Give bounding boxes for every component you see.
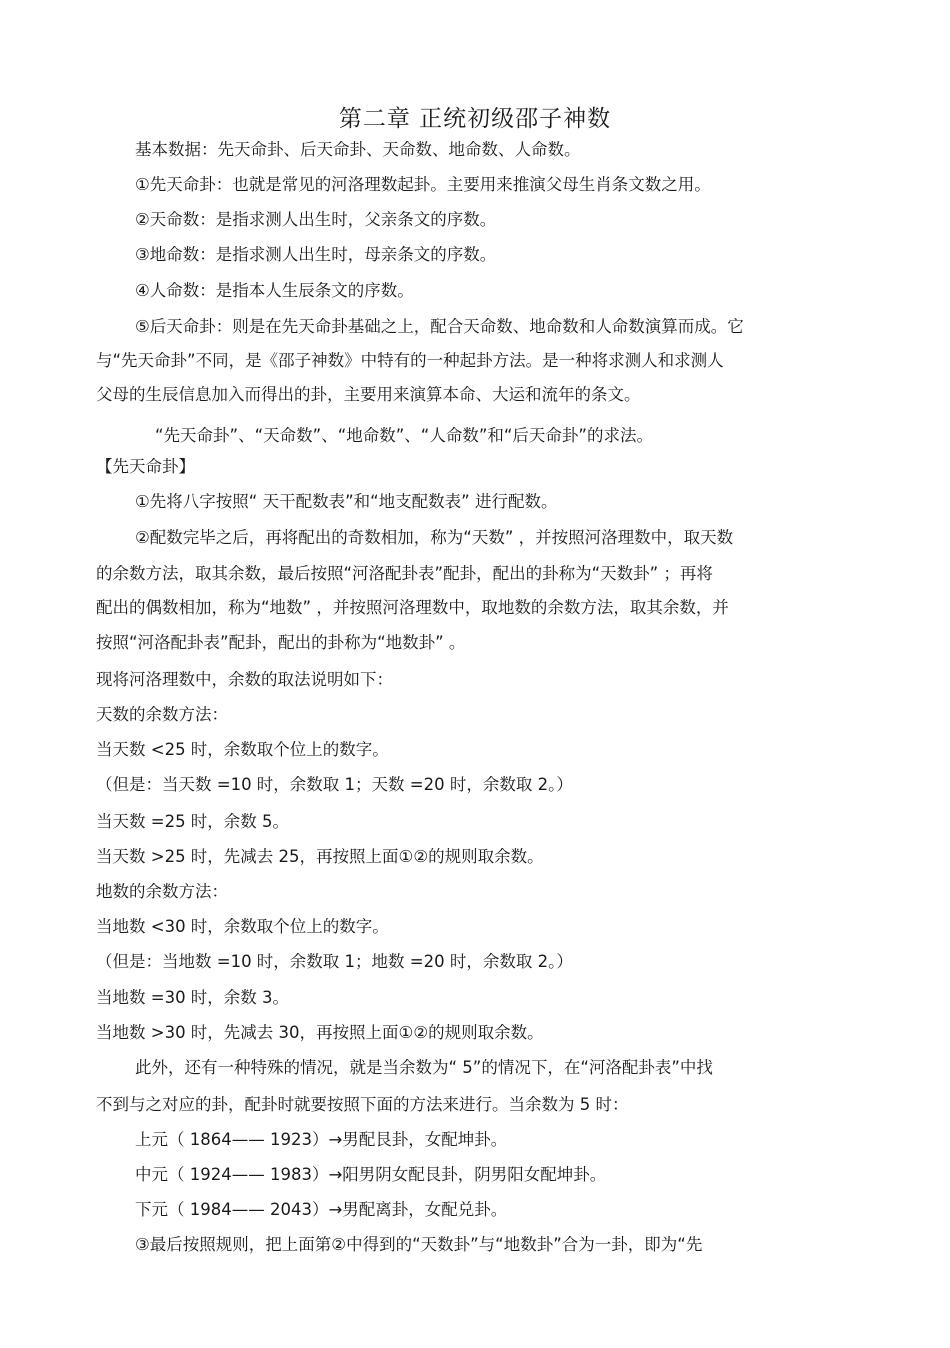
paragraph-line: 按照“河洛配卦表”配卦，配出的卦称为“地数卦” 。 <box>96 633 466 652</box>
paragraph-line: ③最后按照规则，把上面第②中得到的“天数卦”与“地数卦”合为一卦，即为“先 <box>135 1235 703 1254</box>
paragraph-line: ⑤后天命卦：则是在先天命卦基础之上，配合天命数、地命数和人命数演算而成。它 <box>135 317 744 336</box>
paragraph-line: ①先天命卦：也就是常见的河洛理数起卦。主要用来推演父母生肖条文数之用。 <box>135 175 711 194</box>
paragraph-line: 配出的偶数相加，称为“地数” ，并按照河洛理数中，取地数的余数方法，取其余数，并 <box>96 598 729 617</box>
paragraph-line: ②配数完毕之后，再将配出的奇数相加，称为“天数” ，并按照河洛理数中，取天数 <box>135 528 734 547</box>
paragraph-line: ②天命数：是指求测人出生时，父亲条文的序数。 <box>135 210 497 229</box>
paragraph-line: 不到与之对应的卦，配卦时就要按照下面的方法来进行。当余数为 5 时： <box>96 1095 629 1114</box>
paragraph-line: 当天数 =25 时，余数 5。 <box>96 812 290 831</box>
paragraph-line: （但是：当天数 =10 时，余数取 1；天数 =20 时，余数取 2。） <box>96 775 573 794</box>
paragraph-line: 当天数 <25 时，余数取个位上的数字。 <box>96 740 389 759</box>
paragraph-line: 下元（ 1984—— 2043）→男配离卦，女配兑卦。 <box>135 1200 508 1219</box>
paragraph-line: 当地数 >30 时，先减去 30，再按照上面①②的规则取余数。 <box>96 1023 544 1042</box>
chapter-title: 第二章 正统初级邵子神数 <box>338 106 612 132</box>
paragraph-line: 当天数 >25 时，先减去 25，再按照上面①②的规则取余数。 <box>96 847 544 866</box>
paragraph-line: （但是：当地数 =10 时，余数取 1；地数 =20 时，余数取 2。） <box>96 952 573 971</box>
paragraph-line: 的余数方法，取其余数，最后按照“河洛配卦表”配卦，配出的卦称为“天数卦” ；再将 <box>96 564 713 583</box>
paragraph-line: 当地数 =30 时，余数 3。 <box>96 988 290 1007</box>
paragraph-line: 现将河洛理数中，余数的取法说明如下： <box>96 670 393 689</box>
paragraph-line: 基本数据：先天命卦、后天命卦、天命数、地命数、人命数。 <box>135 140 581 159</box>
paragraph-line: 当地数 <30 时，余数取个位上的数字。 <box>96 917 389 936</box>
paragraph-line: 父母的生辰信息加入而得出的卦，主要用来演算本命、大运和流年的条文。 <box>96 385 641 404</box>
section-heading: 【先天命卦】 <box>96 457 195 476</box>
paragraph-line: 中元（ 1924—— 1983）→阳男阴女配艮卦，阴男阳女配坤卦。 <box>135 1165 607 1184</box>
paragraph-line: ④人命数：是指本人生辰条文的序数。 <box>135 281 414 300</box>
paragraph-line: 天数的余数方法： <box>96 705 228 724</box>
paragraph-line: ③地命数：是指求测人出生时，母亲条文的序数。 <box>135 245 497 264</box>
paragraph-line: 地数的余数方法： <box>96 882 228 901</box>
paragraph-line: “先天命卦”、“天命数”、“地命数”、“人命数”和“后天命卦”的求法。 <box>155 426 653 445</box>
paragraph-line: ①先将八字按照“ 天干配数表”和“地支配数表” 进行配数。 <box>135 492 558 511</box>
paragraph-line: 上元（ 1864—— 1923）→男配艮卦，女配坤卦。 <box>135 1130 508 1149</box>
paragraph-line: 与“先天命卦”不同，是《邵子神数》中特有的一种起卦方法。是一种将求测人和求测人 <box>96 351 724 370</box>
paragraph-line: 此外，还有一种特殊的情况，就是当余数为“ 5”的情况下，在“河洛配卦表”中找 <box>135 1058 713 1077</box>
